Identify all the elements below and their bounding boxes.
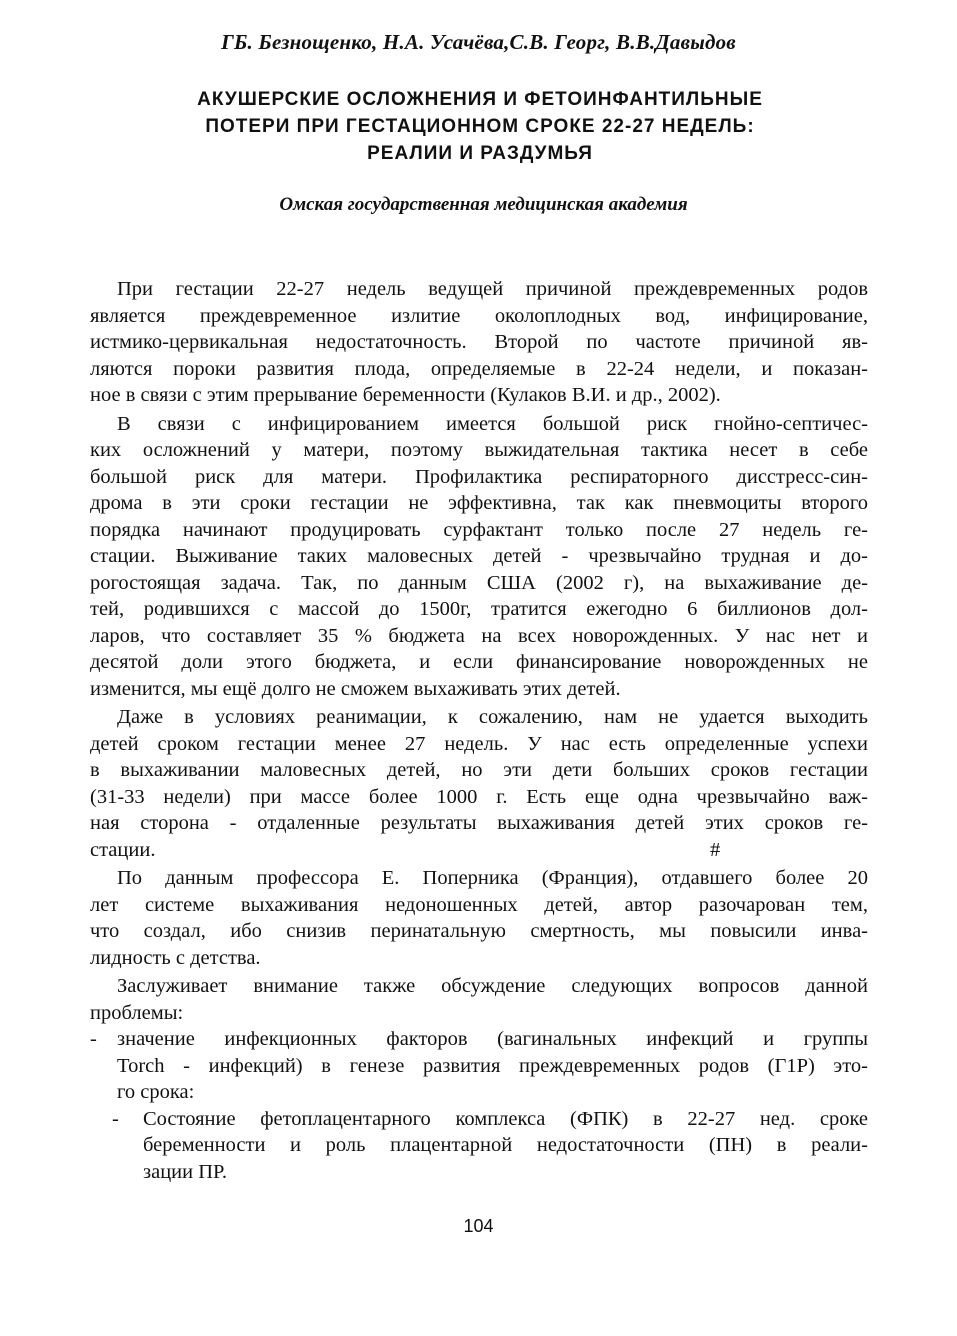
hash-mark: #	[710, 838, 721, 861]
text-line: Заслуживает внимание также обсуждение следующих вопросов данной	[117, 975, 868, 997]
authors: ГБ. Безнощенко, Н.А. Усачёва,С.В. Георг, В.В.Давыдов	[221, 30, 736, 54]
text-line: порядка начинают продуцировать сурфактант только после 27 недель ге-	[90, 518, 868, 541]
text-line: Состояние фетоплацентарного комплекса (ФПК) в 22-27 нед. сроке	[143, 1107, 868, 1130]
title-line: АКУШЕРСКИЕ ОСЛОЖНЕНИЯ И ФЕТОИНФАНТИЛЬНЫЕ	[197, 89, 763, 110]
text-line: Даже в условиях реанимации, к сожалению, нам не удается выходить	[117, 706, 868, 728]
text-line: лет системе выхаживания недоношенных детей, автор разочарован тем,	[90, 893, 868, 916]
list-item	[90, 1026, 868, 1106]
paragraph-2	[90, 411, 868, 703]
text-line: ная сторона - отдаленные результаты выхаживания детей этих сроков ге-	[90, 812, 868, 834]
article-title	[90, 86, 870, 167]
text-line: дрома в эти сроки гестации не эффективна, так как пневмоциты второго	[90, 492, 868, 514]
text-line: По данным профессора Е. Поперника (Франция), отдавшего более 20	[117, 867, 868, 889]
text-line: проблемы:	[90, 1001, 184, 1024]
text-line: является преждевременное излитие околоплодных вод, инфицирование,	[90, 304, 868, 327]
text-line: В связи с инфицированием имеется большой риск гнойно-септичес-	[117, 412, 868, 435]
paragraph-3	[90, 704, 868, 863]
text-line: зации ПР.	[143, 1160, 228, 1183]
text-line: стации.	[90, 838, 156, 861]
list-item	[90, 1106, 868, 1186]
list-marker: -	[90, 1028, 97, 1050]
text-line: лидность с детства.	[90, 946, 261, 969]
text-line: детей сроком гестации менее 27 недель. У нас есть определенные успехи	[90, 732, 868, 755]
page-number: 104	[463, 1216, 494, 1236]
paragraph-1	[90, 276, 868, 409]
text-line: ляются пороки развития плода, определяемые в 22-24 недели, и показан-	[90, 357, 868, 380]
text-line: Torch - инфекций) в генезе развития преждевременных родов (Г1Р) это-	[117, 1054, 868, 1077]
text-line: истмико-цервикальная недостаточность. Второй по частоте причиной яв-	[90, 331, 868, 353]
paragraph-5	[90, 973, 868, 1026]
text-line: При гестации 22-27 недель ведущей причиной преждевременных родов	[117, 278, 868, 300]
affiliation: Омская государственная медицинская академия	[279, 194, 688, 215]
paragraph-4	[90, 865, 868, 971]
text-line: беременности и роль плацентарной недостаточности (ПН) в реали-	[143, 1134, 868, 1156]
text-line: стации. Выживание таких маловесных детей - чрезвычайно трудная и до-	[90, 545, 868, 567]
title-line: РЕАЛИИ И РАЗДУМЬЯ	[367, 143, 593, 164]
text-line: ларов, что составляет 35 % бюджета на всех новорожденных. У нас нет и	[90, 624, 868, 647]
text-line: десятой доли этого бюджета, и если финансирование новорожденных не	[90, 651, 868, 673]
text-line: в выхаживании маловесных детей, но эти дети больших сроков гестации	[90, 759, 868, 781]
text-line: большой риск для матери. Профилактика респираторного дисстресс-син-	[90, 465, 868, 488]
text-line: рогостоящая задача. Так, по данным США (2002 г), на выхаживание де-	[90, 571, 868, 594]
text-line: (31-33 недели) при массе более 1000 г. Есть еще одна чрезвычайно важ-	[90, 785, 868, 808]
title-line: ПОТЕРИ ПРИ ГЕСТАЦИОННОМ СРОКЕ 22-27 НЕДЕЛЬ:	[205, 116, 755, 137]
text-line: ное в связи с этим прерывание беременности (Кулаков В.И. и др., 2002).	[90, 384, 721, 406]
text-line: ких осложнений у матери, поэтому выжидательная тактика несет в себе	[90, 439, 868, 461]
text-line: тей, родившихся с массой до 1500г, тратится ежегодно 6 биллионов дол-	[90, 598, 868, 620]
text-line: что создал, ибо снизив перинатальную смертность, мы повысили инва-	[90, 920, 868, 942]
text-line: изменится, мы ещё долго не сможем выхаживать этих детей.	[90, 677, 621, 700]
article-body	[90, 276, 868, 1185]
list-marker: -	[112, 1107, 119, 1130]
text-line: го срока:	[117, 1081, 195, 1103]
text-line: значение инфекционных факторов (вагинальных инфекций и группы	[117, 1028, 868, 1050]
